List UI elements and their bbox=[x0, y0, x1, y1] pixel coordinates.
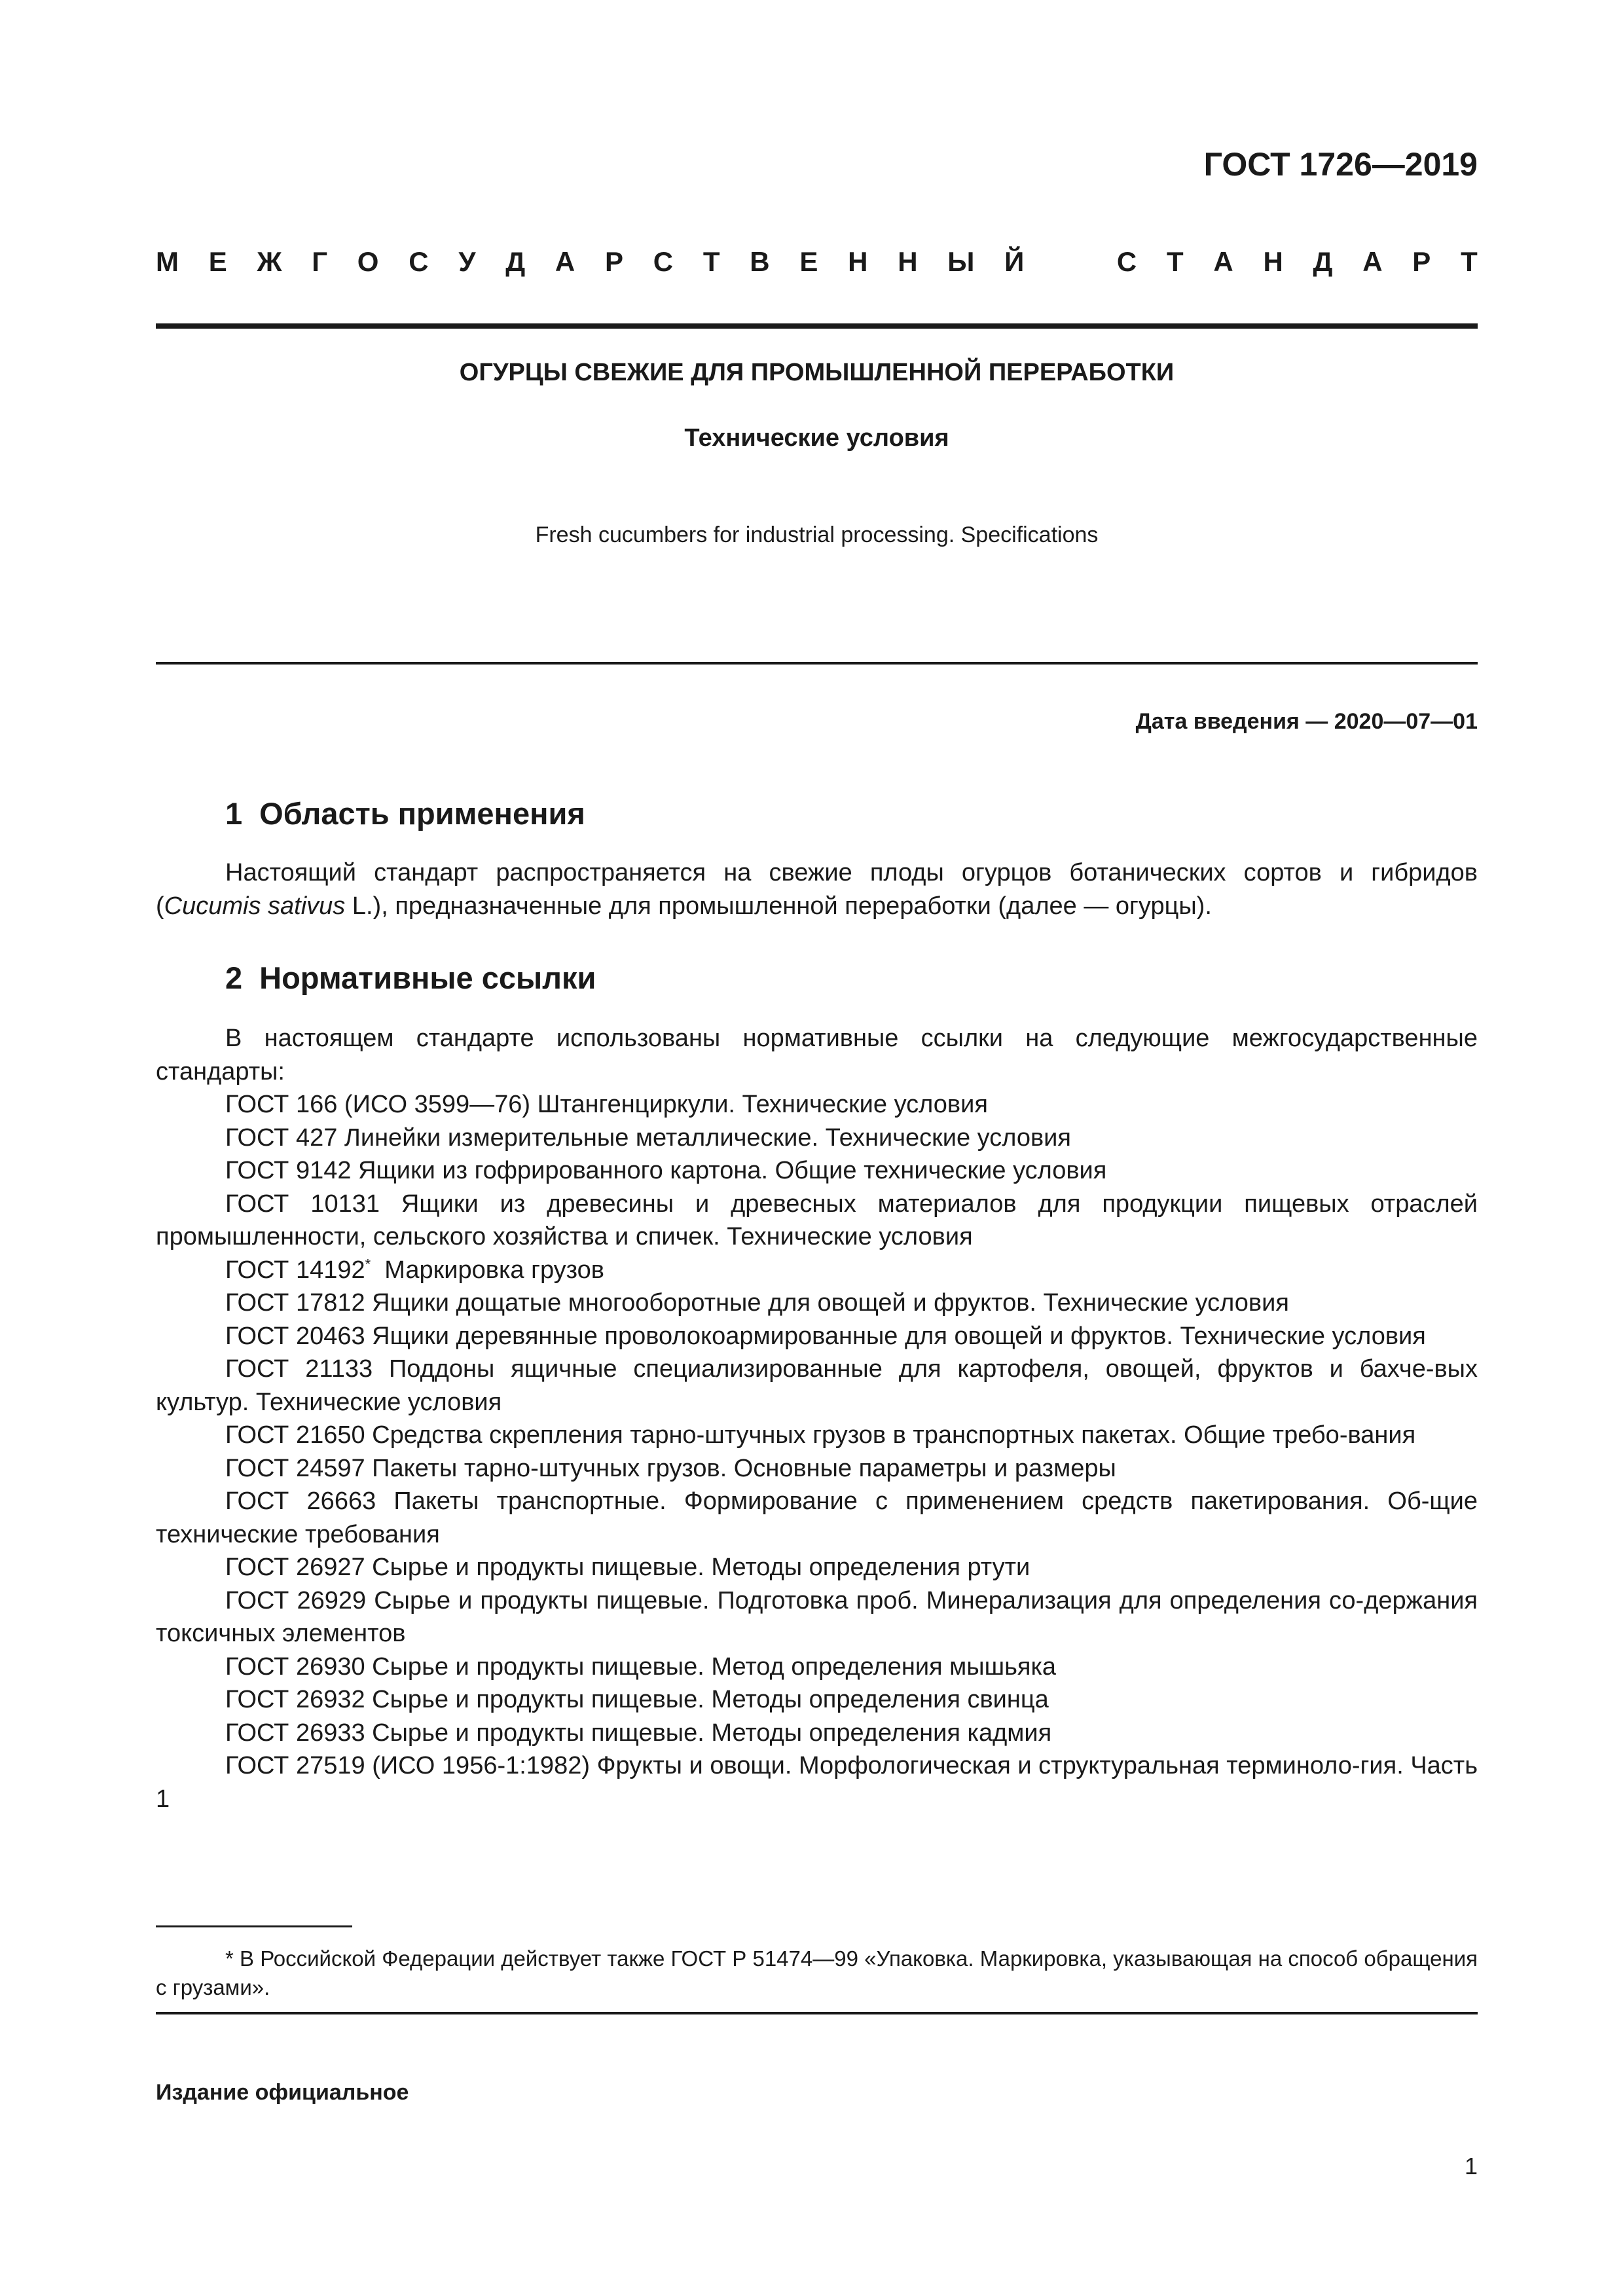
section-1-body: Настоящий стандарт распространяется на свежие плоды огурцов ботанических сортов и гибридов (Cucumis sativus L.), предназначенные для промышленной переработки (далее — огурцы). bbox=[156, 859, 1478, 920]
page-number: 1 bbox=[1464, 2153, 1478, 2179]
reference-item: ГОСТ 26930 Сырье и продукты пищевые. Метод определения мышьяка bbox=[225, 1652, 1057, 1681]
heading-letter: Ж bbox=[257, 246, 282, 277]
heading-letter: Д bbox=[1313, 246, 1333, 277]
heading-letter: С bbox=[409, 246, 429, 277]
heading-letter: Н bbox=[1263, 246, 1283, 277]
heading-letter: Д bbox=[505, 246, 526, 277]
heading-letter: В bbox=[750, 246, 770, 277]
reference-item: ГОСТ 17812 Ящики дощатые многооборотные для овощей и фруктов. Технические условия bbox=[225, 1289, 1289, 1317]
section-2-title: Нормативные ссылки bbox=[259, 960, 596, 995]
reference-item: ГОСТ 21650 Средства скрепления тарно-штучных грузов в транспортных пакетах. Общие требо-вания bbox=[225, 1421, 1416, 1449]
section-2-intro: В настоящем стандарте использованы нормативные ссылки на следующие межгосударственные стандарты: bbox=[156, 1025, 1478, 1085]
reference-item: ГОСТ 166 (ИСО 3599—76) Штангенциркули. Технические условия bbox=[225, 1091, 988, 1118]
section-1-title: Область применения bbox=[259, 796, 585, 831]
heading-letter: А bbox=[1362, 246, 1383, 277]
heading-letter: Р bbox=[1412, 246, 1431, 277]
heading-letter: Р bbox=[604, 246, 623, 277]
footnote-marker: * bbox=[365, 1255, 371, 1272]
section-2-body bbox=[156, 1022, 1478, 1815]
reference-item: ГОСТ 14192* Маркировка грузов bbox=[225, 1255, 604, 1284]
document-subtitle: Технические условия bbox=[684, 424, 949, 452]
footnote-divider bbox=[156, 1925, 352, 1927]
reference-item: ГОСТ 26927 Сырье и продукты пищевые. Методы определения ртути bbox=[225, 1554, 1030, 1581]
reference-item: ГОСТ 20463 Ящики деревянные проволокоармированные для овощей и фруктов. Технические условия bbox=[225, 1322, 1426, 1350]
latin-name: Cucumis sativus bbox=[164, 892, 346, 920]
heading-letter: Т bbox=[1166, 246, 1184, 277]
reference-item: ГОСТ 26932 Сырье и продукты пищевые. Методы определения свинца bbox=[225, 1686, 1049, 1713]
title-divider bbox=[156, 662, 1478, 665]
heading-letter: Й bbox=[1004, 246, 1025, 277]
english-title: Fresh cucumbers for industrial processing. Specifications bbox=[535, 522, 1099, 547]
reference-item: ГОСТ 427 Линейки измерительные металлические. Технические условия bbox=[225, 1123, 1071, 1152]
reference-item: ГОСТ 10131 Ящики из древесины и древесных материалов для продукции пищевых отраслей промышленности, сельского хозяйства и спичек. Технические условия bbox=[156, 1190, 1478, 1250]
section-1-number: 1 bbox=[225, 796, 243, 831]
heading-letter: Т bbox=[1461, 246, 1478, 277]
heading-letter: С bbox=[653, 246, 674, 277]
heading-letter: Н bbox=[898, 246, 918, 277]
footer-divider bbox=[156, 2012, 1478, 2014]
heading-letter: А bbox=[1213, 246, 1233, 277]
heading-letter: Ы bbox=[947, 246, 975, 277]
heading-letter: С bbox=[1116, 246, 1137, 277]
heading-letter: У bbox=[458, 246, 476, 277]
document-title: ОГУРЦЫ СВЕЖИЕ ДЛЯ ПРОМЫШЛЕННОЙ ПЕРЕРАБОТКИ bbox=[459, 359, 1175, 386]
heading-letter: Т bbox=[702, 246, 720, 277]
document-code: ГОСТ 1726—2019 bbox=[1203, 146, 1478, 183]
section-2-number: 2 bbox=[225, 960, 243, 995]
reference-item: ГОСТ 24597 Пакеты тарно-штучных грузов. Основные параметры и размеры bbox=[225, 1454, 1116, 1482]
reference-item: ГОСТ 9142 Ящики из гофрированного картона. Общие технические условия bbox=[225, 1157, 1107, 1184]
heading-letter: А bbox=[555, 246, 575, 277]
heading-letter: М bbox=[156, 246, 179, 277]
reference-item: ГОСТ 27519 (ИСО 1956-1:1982) Фрукты и овощи. Морфологическая и структуральная терминоло-гия. Часть 1 bbox=[156, 1752, 1478, 1813]
footnote: * В Российской Федерации действует также ГОСТ Р 51474—99 «Упаковка. Маркировка, указывающая на способ обращения с грузами». bbox=[156, 1946, 1478, 1999]
heading-letter: Г bbox=[312, 246, 328, 277]
heading-letter: Е bbox=[208, 246, 227, 277]
section-2-heading bbox=[225, 960, 596, 996]
reference-list bbox=[156, 1088, 1478, 1815]
heading-letter: Е bbox=[799, 246, 818, 277]
edition-label: Издание официальное bbox=[156, 2080, 409, 2105]
reference-item: ГОСТ 21133 Поддоны ящичные специализированные для картофеля, овощей, фруктов и бахче-вых культур. Технические условия bbox=[156, 1355, 1478, 1416]
heading-letter: Н bbox=[848, 246, 868, 277]
reference-item: ГОСТ 26663 Пакеты транспортные. Формирование с применением средств пакетирования. Об-щие технические требования bbox=[156, 1487, 1478, 1548]
heading-gap bbox=[1054, 246, 1087, 278]
header-divider bbox=[156, 323, 1478, 329]
introduction-date: Дата введения — 2020—07—01 bbox=[1135, 709, 1478, 734]
reference-item: ГОСТ 26929 Сырье и продукты пищевые. Подготовка проб. Минерализация для определения со-держания токсичных элементов bbox=[156, 1586, 1478, 1647]
reference-item: ГОСТ 26933 Сырье и продукты пищевые. Методы определения кадмия bbox=[225, 1719, 1052, 1747]
section-1-heading bbox=[225, 795, 585, 831]
interstate-standard-heading bbox=[156, 246, 1478, 278]
heading-letter: О bbox=[357, 246, 379, 277]
